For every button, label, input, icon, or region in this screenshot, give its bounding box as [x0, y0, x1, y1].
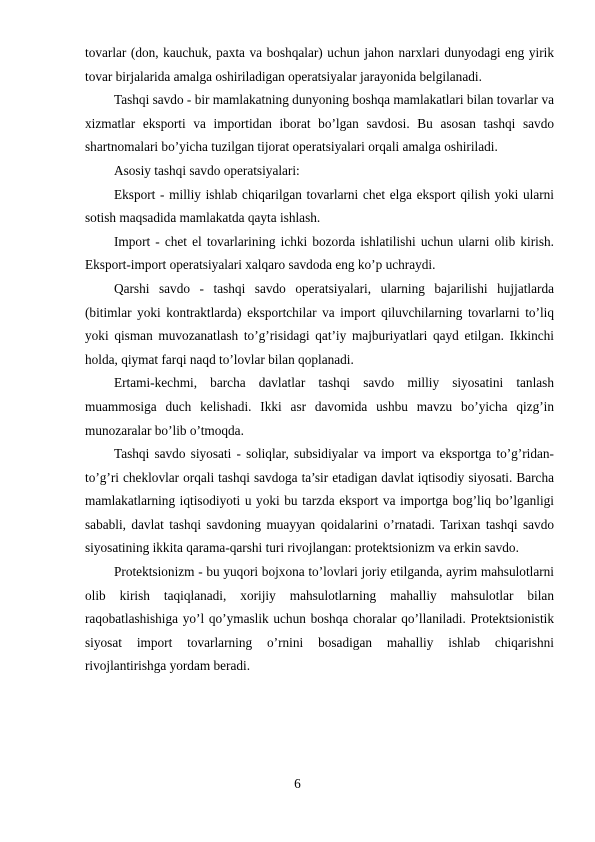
paragraph-6: Qarshi savdo - tashqi savdo operatsiyalari, ularning bajarilishi hujjatlarda (bitimlar yoki kontraktlarda) eksportchilar va import qiluvchilarning tovarlarni to’liq yoki qisman muvozanatlash to’g’risidagi qat’iy majburiyatlari qayd etilgan. Ikkinchi holda, qiymat farqi naqd to’lovlar bilan qoplanadi. [85, 280, 554, 367]
page-number: 6 [294, 776, 301, 791]
paragraph-3: Asosiy tashqi savdo operatsiyalari: [114, 162, 300, 178]
paragraph-9: Protektsionizm - bu yuqori bojxona to’lovlari joriy etilganda, ayrim mahsulotlarni olib kirish taqiqlanadi, xorijiy mahsulotlarning mahalliy mahsulotlar bilan raqobatlashishiga yo’l qo’ymaslik uchun boshqa choralar qo’llaniladi. Protektsionistik siyosat import tovarlarning o’rnini bosadigan mahalliy ishlab chiqarishni rivojlantirishga yordam beradi. [85, 564, 554, 674]
paragraph-5: Import - chet el tovarlarining ichki bozorda ishlatilishi uchun ularni olib kirish. Eksport-import operatsiyalari xalqaro savdoda eng ko’p uchraydi. [85, 233, 554, 273]
paragraph-7: Ertami-kechmi, barcha davlatlar tashqi savdo milliy siyosatini tanlash muammosiga duch kelishadi. Ikki asr davomida ushbu mavzu bo’yicha qizg’in munozaralar bo’lib o’tmoqda. [85, 375, 554, 438]
paragraph-2: Tashqi savdo - bir mamlakatning dunyoning boshqa mamlakatlari bilan tovarlar va xizmatlar eksporti va importidan iborat bo’lgan savdosi. Bu asosan tashqi savdo shartnomalari bo’yicha tuzilgan tijorat operatsiyalari orqali amalga oshiriladi. [85, 92, 554, 155]
body-text [85, 41, 554, 678]
paragraph-8: Tashqi savdo siyosati - soliqlar, subsidiyalar va import va eksportga to’g’ridan-to’g’ri cheklovlar orqali tashqi savdoga ta’sir etadigan davlat iqtisodiy siyosati. Barcha mamlakatlarning iqtisodiyoti u yoki bu tarzda eksport va importga bog’liq bo’lganligi sababli, davlat tashqi savdoning muayyan qoidalarini o’rnatadi. Tarixan tashqi savdo siyosatining ikkita qarama-qarshi turi rivojlangan: protektsionizm va erkin savdo. [85, 446, 554, 556]
paragraph-4: Eksport - milliy ishlab chiqarilgan tovarlarni chet elga eksport qilish yoki ularni sotish maqsadida mamlakatda qayta ishlash. [85, 186, 554, 226]
paragraph-1: tovarlar (don, kauchuk, paxta va boshqalar) uchun jahon narxlari dunyodagi eng yirik tovar birjalarida amalga oshiriladigan operatsiyalar jarayonida belgilanadi. [85, 45, 554, 84]
